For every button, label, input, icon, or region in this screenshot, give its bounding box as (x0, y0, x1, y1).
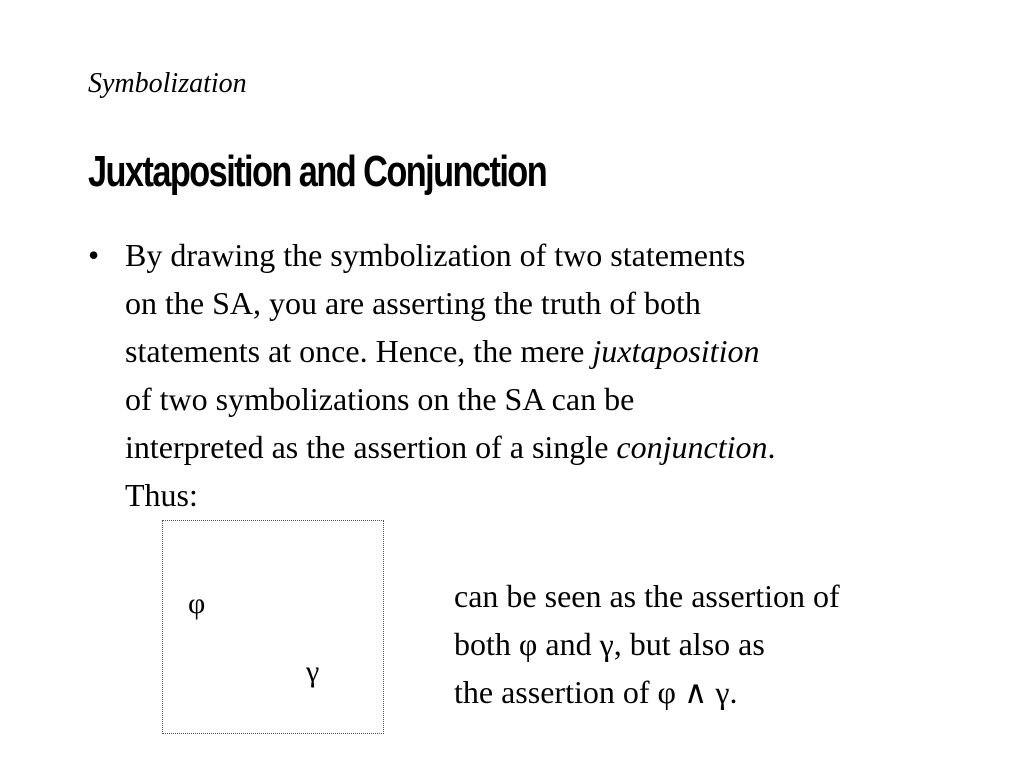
bullet-line-2: on the SA, you are asserting the truth of both (125, 285, 701, 321)
section-subtitle: Symbolization (88, 68, 247, 99)
bullet-line-1: By drawing the symbolization of two statements (125, 237, 746, 273)
bullet-line-5 (125, 423, 1005, 471)
caption-line-2: both φ and γ, but also as (454, 626, 765, 662)
diagram-caption (454, 572, 1014, 716)
gamma-symbol: γ (306, 655, 320, 688)
juxtaposition-emphasis: juxtaposition (592, 333, 760, 369)
bullet-marker: • (88, 237, 100, 273)
caption-line-1: can be seen as the assertion of (454, 578, 840, 614)
sheet-of-assertion-box (162, 520, 384, 734)
caption-line-3: the assertion of φ ∧ γ. (454, 674, 738, 710)
bullet-line-4: of two symbolizations on the SA can be (125, 381, 635, 417)
bullet-line-5-period: . (767, 429, 776, 465)
conjunction-emphasis: conjunction (616, 429, 768, 465)
bullet-line-6: Thus: (125, 477, 198, 513)
bullet-line-3-text: statements at once. Hence, the mere (125, 333, 593, 369)
bullet-line-5-text: interpreted as the assertion of a single (125, 429, 617, 465)
bullet-text (125, 231, 1005, 519)
slide-title: Juxtaposition and Conjunction (88, 147, 547, 196)
phi-symbol: φ (188, 587, 206, 620)
bullet-line-3 (125, 327, 1005, 375)
